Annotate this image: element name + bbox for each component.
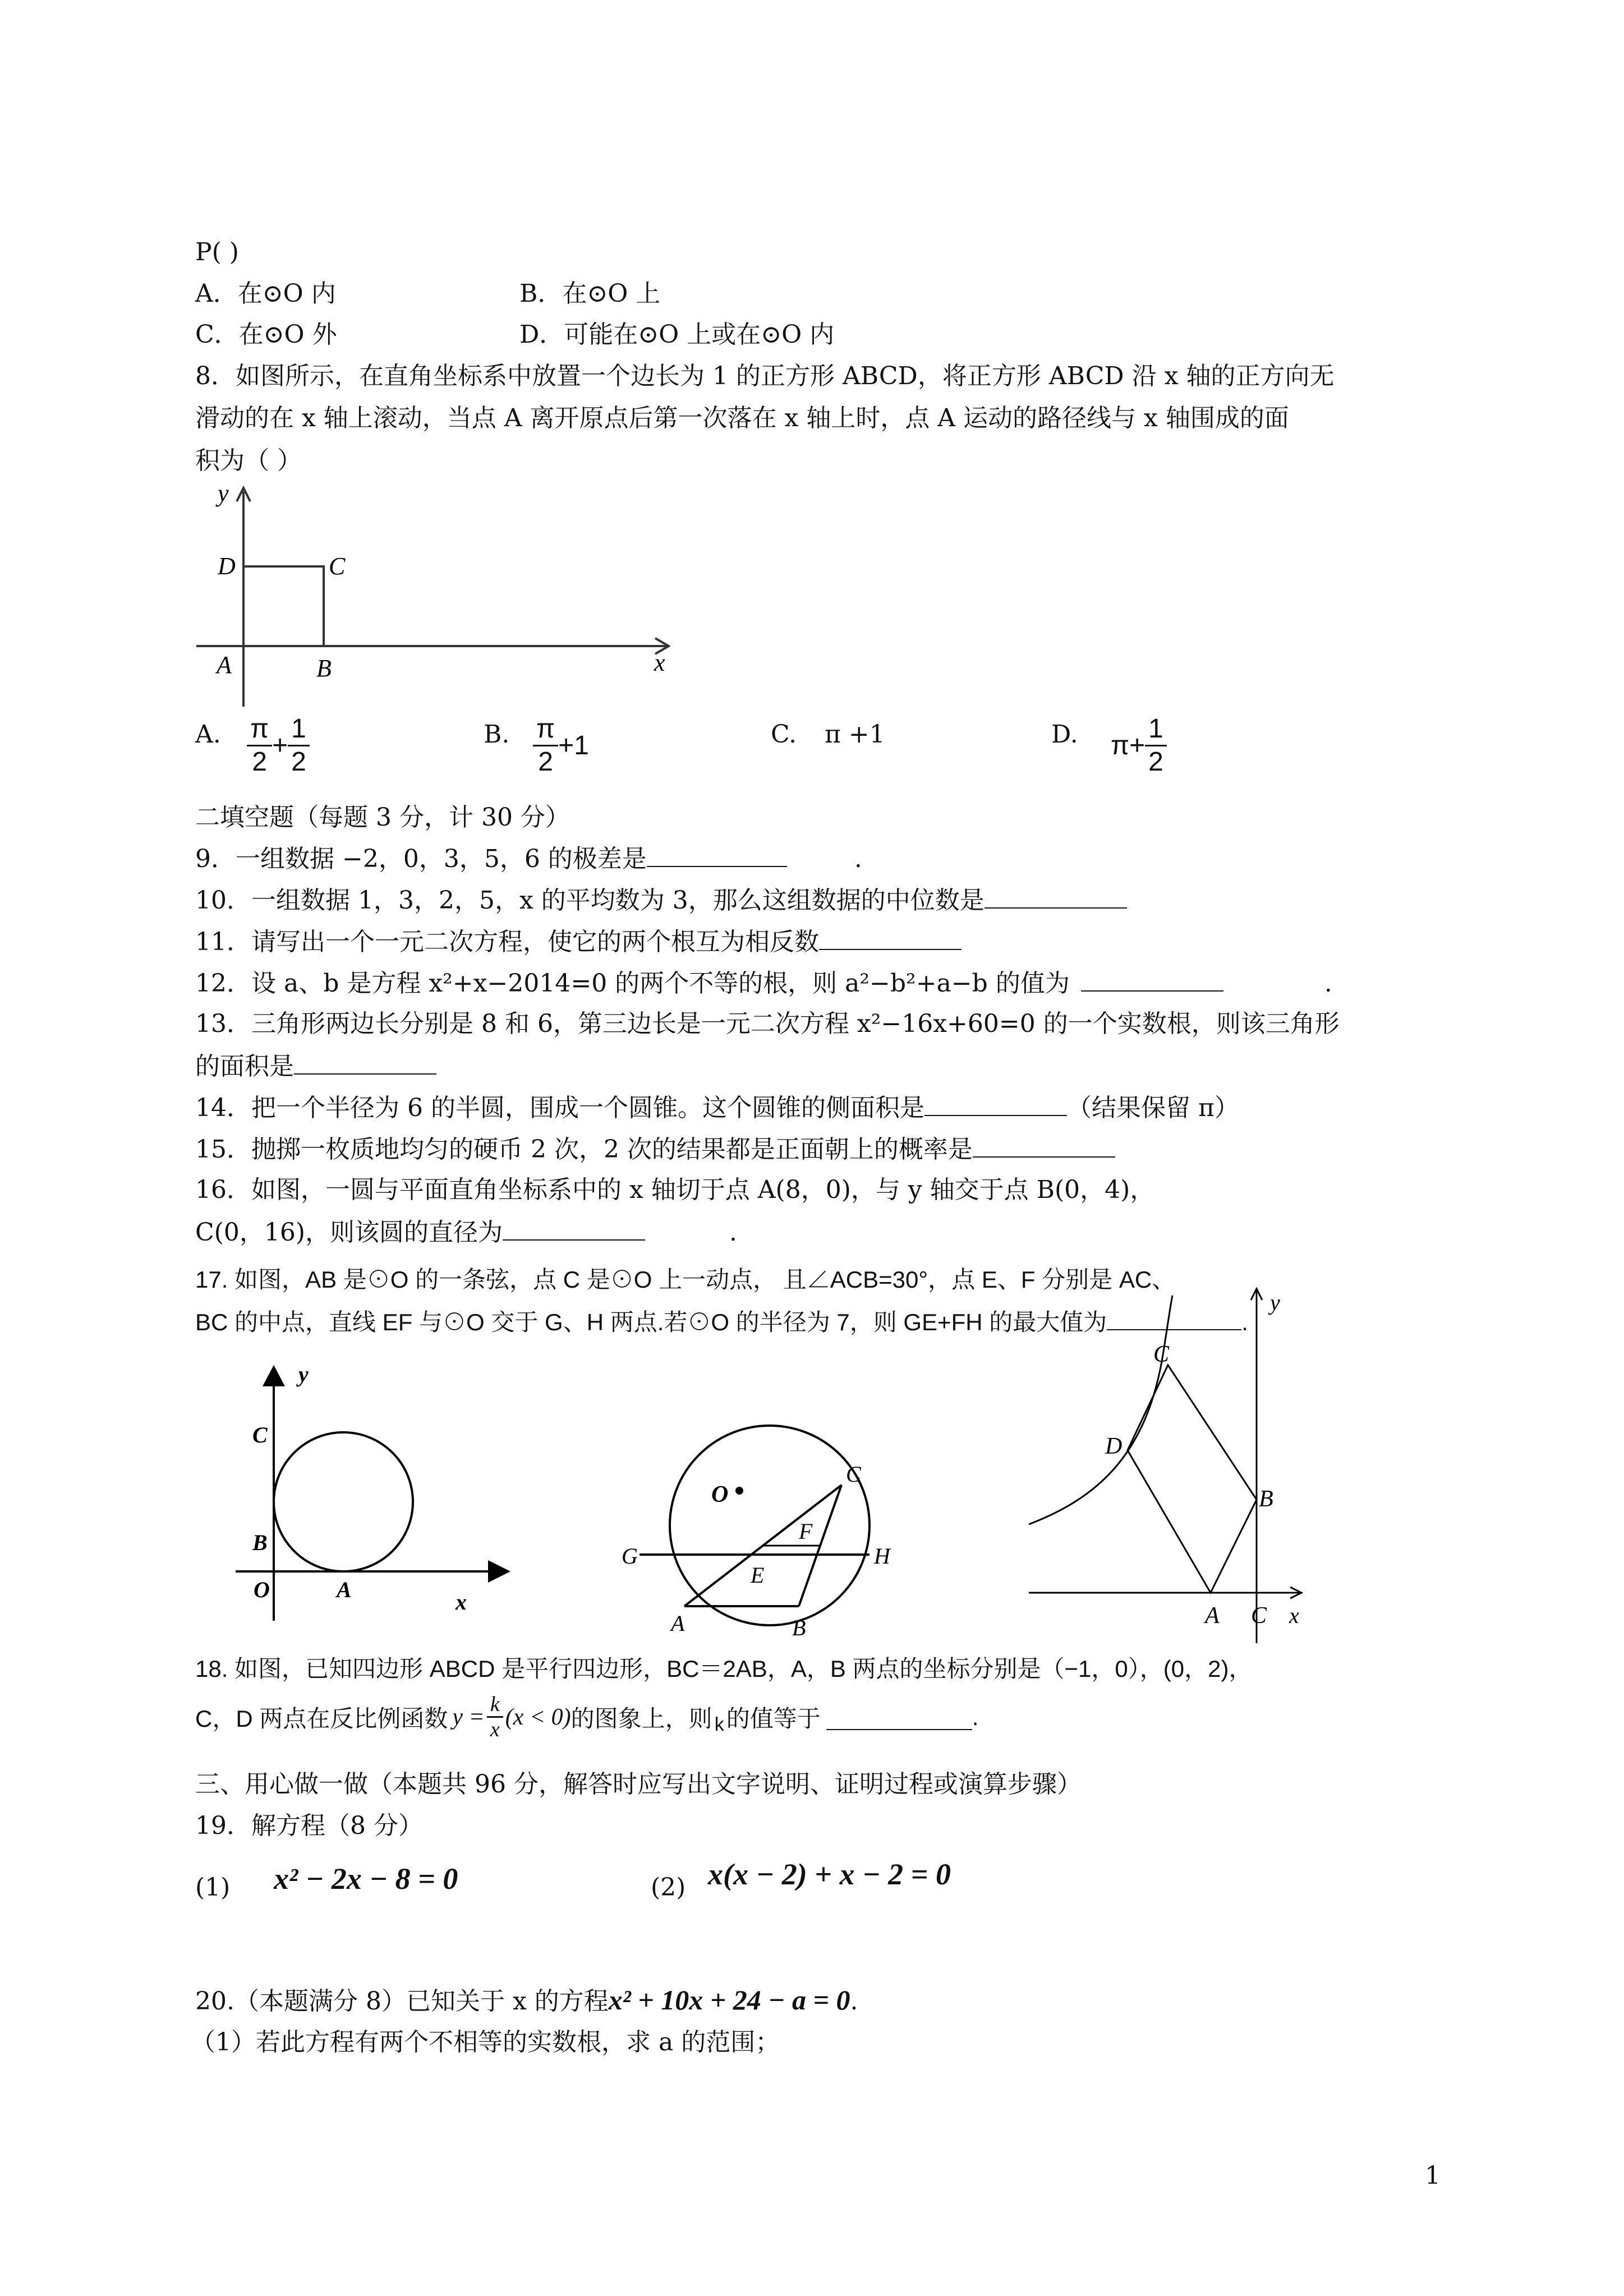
q17-fig-f: F	[799, 1519, 813, 1544]
q18-fig-y: y	[1270, 1290, 1280, 1315]
q18-parallelogram-figure	[1021, 1284, 1335, 1654]
q17-fig-g: G	[622, 1543, 638, 1569]
q8-fig-d-label: D	[218, 552, 236, 580]
q17-fig-o: O	[711, 1482, 729, 1507]
q18-fig-d: D	[1105, 1433, 1122, 1459]
q9: 9．一组数据 −2，0，3，5，6 的极差是 .	[195, 841, 862, 876]
q19-part-1-equation: x² − 2x − 8 = 0	[274, 1862, 458, 1896]
q8-option-a-label: A.	[195, 720, 221, 749]
q16-line-2: C(0，16)，则该圆的直径为 .	[195, 1215, 737, 1250]
q17-fig-b: B	[792, 1615, 806, 1640]
q13-line-1: 13．三角形两边长分别是 8 和 6，第三边长是一元二次方程 x²−16x+60=0 的一个实数根，则该三角形	[195, 1009, 1340, 1038]
q7-stem-tail: P( )	[195, 238, 239, 266]
q8-fig-c-label: C	[329, 552, 346, 580]
q18-fig-x: x	[1289, 1603, 1299, 1628]
q16-fig-c: C	[252, 1422, 268, 1447]
q18-fig-b: B	[1259, 1486, 1273, 1512]
q8-fig-x-label: x	[654, 649, 665, 676]
q18-fig-a: A	[1205, 1603, 1220, 1629]
q7-option-d: D．可能在⊙O 上或在⊙O 内	[519, 320, 835, 349]
q16-fig-a: A	[337, 1577, 352, 1602]
q8-fig-a-label: A	[217, 651, 232, 679]
q19-part-1-label: (1)	[195, 1873, 231, 1902]
q18-fig-c-axis: C	[1251, 1603, 1267, 1629]
q17-fig-a: A	[671, 1611, 685, 1636]
section2-title: 二填空题（每题 3 分，计 30 分）	[195, 803, 570, 832]
q13-line-2: 的面积是	[195, 1049, 436, 1084]
q7-option-a: A．在⊙O 内	[195, 279, 336, 308]
q7-option-b: B．在⊙O 上	[519, 279, 661, 308]
q16-line-1: 16．如图，一圆与平面直角坐标系中的 x 轴切于点 A(8，0)，与 y 轴交于点 B(0，4)，	[195, 1175, 1155, 1204]
q8-option-a-expr: $\frac{\pi}{2}$ + $\frac{1}{2}$	[247, 713, 310, 778]
q8-square-figure	[185, 482, 690, 718]
q17-fig-e: E	[751, 1562, 765, 1588]
q8-option-b-expr: $\frac{\pi}{2}$ +1	[533, 713, 589, 778]
q8-line-2: 滑动的在 x 轴上滚动，当点 A 离开原点后第一次落在 x 轴上时，点 A 运动的路径线与 x 轴围成的面	[195, 404, 1289, 432]
q8-fig-y-label: y	[218, 482, 229, 507]
q16-fig-x: x	[456, 1589, 467, 1615]
q10: 10．一组数据 1，3，2，5，x 的平均数为 3，那么这组数据的中位数是	[195, 883, 1127, 918]
q16-circle-figure	[224, 1357, 516, 1626]
q16-fig-o: O	[254, 1577, 270, 1602]
q8-option-d-expr: π+ $\frac{1}{2}$	[1111, 713, 1167, 778]
q14: 14．把一个半径为 6 的半圆，围成一个圆锥。这个圆锥的侧面积是 （结果保留 π）	[195, 1090, 1239, 1125]
q8-option-c-label: C.	[771, 720, 797, 749]
q17-line-2: BC 的中点，直线 EF 与⊙O 交于 G、H 两点.若⊙O 的半径为 7，则 GE+FH 的最大值为 .	[195, 1304, 1248, 1339]
q16-fig-y: y	[298, 1362, 309, 1387]
q11: 11．请写出一个一元二次方程，使它的两个根互为相反数	[195, 924, 961, 959]
q15: 15．抛掷一枚质地均匀的硬币 2 次，2 次的结果都是正面朝上的概率是	[195, 1132, 1115, 1167]
q20-line: 20.（本题满分 8）已知关于 x 的方程x² + 10x + 24 − a = 0.	[195, 1984, 858, 2016]
q8-fig-b-label: B	[316, 654, 332, 682]
q18-line-2: C，D 两点在反比例函数 y = $\frac{k}{x}$ (x < 0) 的图象上，则 k 的值等于 .	[195, 1693, 979, 1741]
page-number: 1	[1425, 2161, 1441, 2190]
q16-fig-b: B	[252, 1530, 268, 1555]
q18-line-1: 18. 如图，已知四边形 ABCD 是平行四边形，BC＝2AB，A，B 两点的坐标分别是（−1，0），(0，2)，	[195, 1656, 1253, 1682]
q8-option-d-label: D.	[1051, 720, 1078, 749]
q19-part-2-equation: x(x − 2) + x − 2 = 0	[708, 1857, 951, 1891]
q17-circle-figure	[617, 1419, 931, 1643]
q12: 12．设 a、b 是方程 x²+x−2014=0 的两个不等的根，则 a²−b²+a−b 的值为 .	[195, 966, 1332, 1001]
q8-option-b-label: B.	[484, 720, 510, 749]
q17-line-1: 17. 如图，AB 是⊙O 的一条弦，点 C 是⊙O 上一动点， 且∠ACB=30°，点 E、F 分别是 AC、	[195, 1266, 1176, 1293]
q7-option-c: C．在⊙O 外	[195, 320, 337, 349]
q20-part-1: （1）若此方程有两个不相等的实数根，求 a 的范围；	[191, 2028, 780, 2057]
section3-title: 三、用心做一做（本题共 96 分，解答时应写出文字说明、证明过程或演算步骤）	[195, 1770, 1082, 1799]
q19-title: 19．解方程（8 分）	[195, 1811, 423, 1840]
q8-option-c-expr: π +1	[825, 720, 885, 749]
q17-fig-c: C	[846, 1461, 861, 1487]
q19-part-2-label: (2)	[651, 1873, 686, 1902]
q18-fig-c-top: C	[1153, 1341, 1170, 1367]
q8-line-1: 8．如图所示，在直角坐标系中放置一个边长为 1 的正方形 ABCD，将正方形 ABCD 沿 x 轴的正方向无	[195, 362, 1335, 390]
q8-line-3: 积为（ ）	[195, 446, 302, 475]
q17-fig-h: H	[874, 1543, 890, 1569]
